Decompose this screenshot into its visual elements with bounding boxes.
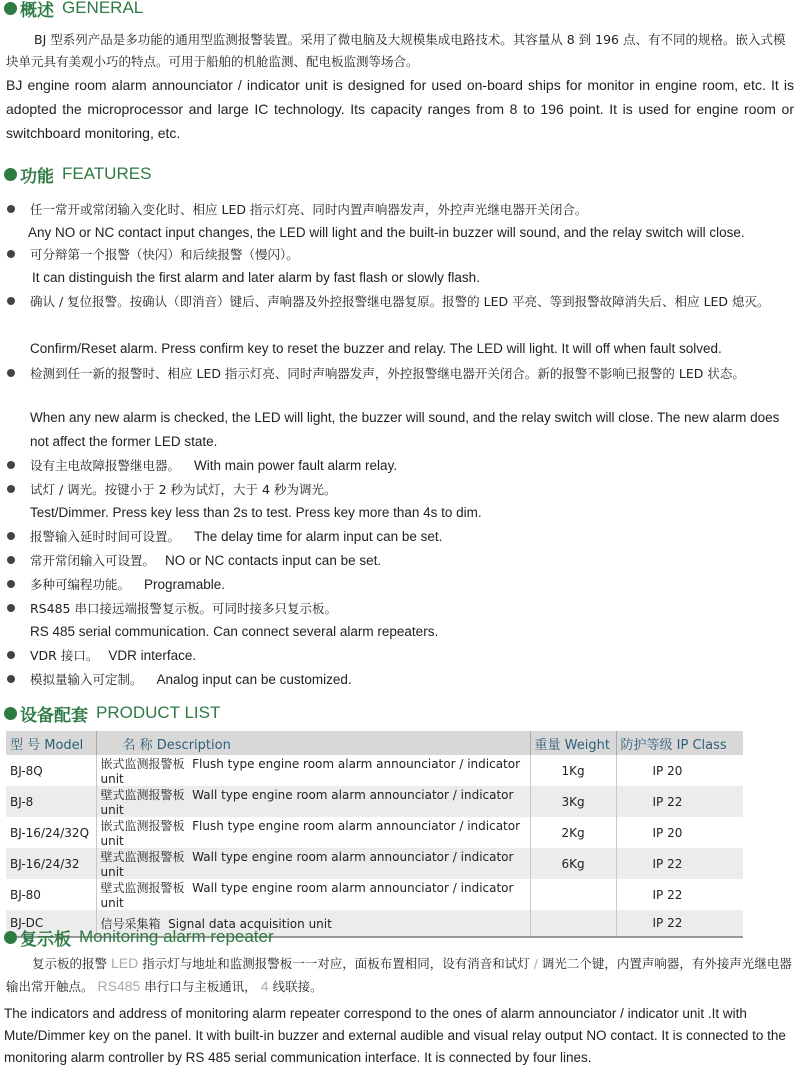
header-ip-class: 防护等级 IP Class [616, 731, 743, 755]
cell-model: BJ-8 [6, 786, 96, 817]
feature-cn: 确认 / 复位报警。按确认（即消音）键后、声响器及外控报警继电器复原。报警的 LED 平亮、等到报警故障消失后、相应 LED 熄灭。 [30, 294, 770, 309]
table-row [6, 848, 743, 879]
feature-item [30, 198, 790, 221]
cell-weight: 2Kg [530, 817, 616, 848]
bullet-dot-icon [4, 931, 17, 944]
general-paragraph-en: BJ engine room alarm announciator / indicator unit is designed for used on-board ships for monitor in engine room, etc. It is adopted the microprocessor and large IC technology. Its capacity ranges from 8 to 196 point. It is used for engine room or switchboard monitoring, etc. [6, 77, 794, 141]
repeater-led: LED [111, 955, 139, 971]
bullet-icon [7, 651, 15, 659]
feature-cn: 报警输入延时时间可设置。 [30, 529, 181, 544]
bullet-icon [7, 250, 15, 258]
desc-en: Wall type engine room alarm announciator / indicator unit [100, 788, 514, 817]
section-title-cn: 复示板 [20, 929, 71, 950]
feature-en: Test/Dimmer. Press key less than 2s to test. Press key more than 4s to dim. [30, 505, 482, 520]
feature-item [30, 362, 790, 385]
feature-en: VDR interface. [108, 648, 197, 663]
desc-cn: 壁式监测报警板 [100, 850, 185, 864]
feature-cn: 多种可编程功能。 [30, 577, 131, 592]
cell-description [96, 786, 530, 817]
feature-cn: 设有主电故障报警继电器。 [30, 458, 181, 473]
section-header-general [4, 0, 143, 20]
table-row [6, 879, 743, 910]
cell-weight: 6Kg [530, 848, 616, 879]
desc-cn: 嵌式监测报警板 [100, 757, 185, 771]
cell-weight [530, 910, 616, 937]
cell-description [96, 879, 530, 910]
table-row [6, 786, 743, 817]
feature-cn: VDR 接口。 [30, 648, 99, 663]
general-paragraph-cn: BJ 型系列产品是多功能的通用型监测报警装置。采用了微电脑及大规模集成电路技术。其容量从 8 到 196 点、有不同的规格。嵌入式模块单元具有美观小巧的特点。可用于船舶的机舱监测、配电板监测等场合。 [6, 32, 786, 69]
repeater-cn-4: 串行口与主板通讯， [144, 979, 257, 994]
desc-en: Flush type engine room alarm announciator / indicator unit [100, 819, 521, 848]
cell-model: BJ-16/24/32 [6, 848, 96, 879]
feature-en: Programable. [144, 577, 226, 592]
feature-cn: 任一常开或常闭输入变化时、相应 LED 指示灯亮、同时内置声响器发声，外控声光继电器开关闭合。 [30, 202, 588, 217]
feature-item [30, 525, 790, 548]
desc-cn: 信号采集箱 [100, 916, 161, 931]
feature-item [30, 290, 790, 313]
table-row [6, 755, 743, 786]
bullet-icon [7, 556, 15, 564]
section-header-features [4, 162, 151, 186]
feature-cn: 常开常闭输入可设置。 [30, 553, 156, 568]
product-table [6, 731, 743, 938]
feature-item [30, 573, 790, 596]
feature-item-en [28, 221, 790, 244]
cell-description [96, 848, 530, 879]
bullet-dot-icon [4, 2, 17, 15]
feature-item-en [30, 406, 790, 454]
table-row [6, 817, 743, 848]
feature-item-en [30, 337, 790, 360]
cell-model: BJ-8Q [6, 755, 96, 786]
section-title-en: GENERAL [62, 0, 144, 17]
repeater-rs485: RS485 [97, 978, 141, 994]
feature-en: NO or NC contacts input can be set. [165, 553, 382, 568]
repeater-paragraph-cn [6, 952, 794, 998]
desc-en: Flush type engine room alarm announciator / indicator unit [100, 757, 521, 786]
bullet-icon [7, 461, 15, 469]
feature-cn: 可分辩第一个报警（快闪）和后续报警（慢闪）。 [30, 247, 299, 262]
bullet-icon [7, 532, 15, 540]
desc-en: Signal data acquisition unit [168, 916, 332, 931]
repeater-paragraph-en: The indicators and address of monitoring alarm repeater correspond to the ones of alarm announciator / indicator unit .It with Mute/Dimmer key on the panel. It with built-in buzzer and external audible and visual relay output NO contact. It is connected to the monitoring alarm controller by RS 485 serial communication interface. It is connected by four lines. [4, 1006, 786, 1065]
feature-item-en [32, 266, 790, 289]
repeater-cn-5: 线联接。 [272, 979, 323, 994]
feature-en: Analog input can be customized. [156, 672, 352, 687]
bullet-icon [7, 604, 15, 612]
cell-description [96, 817, 530, 848]
feature-item [30, 243, 790, 266]
section-header-product-list [4, 701, 220, 725]
header-description: 名 称 Description [96, 731, 530, 755]
feature-en: Any NO or NC contact input changes, the LED will light and the built-in buzzer will sound, and the relay switch will close. [28, 225, 745, 240]
bullet-dot-icon [4, 168, 17, 181]
section-title-cn: 功能 [20, 166, 54, 187]
cell-model: BJ-16/24/32Q [6, 817, 96, 848]
feature-item [30, 644, 790, 667]
feature-item [30, 668, 790, 691]
feature-en: With main power fault alarm relay. [194, 458, 398, 473]
cell-model: BJ-DC [6, 910, 96, 937]
cell-ip: IP 20 [616, 817, 743, 848]
repeater-cn-3: 调光二个键，内置声响器，有外接声光继电器输出常开触点。 [6, 956, 792, 994]
bullet-icon [7, 369, 15, 377]
repeater-slash: / [533, 956, 538, 971]
feature-item [30, 597, 790, 620]
feature-cn: 试灯 / 调光。按键小于 2 秒为试灯，大于 4 秒为调光。 [30, 482, 337, 497]
feature-cn: 检测到任一新的报警时、相应 LED 指示灯亮、同时声响器发声，外控报警继电器开关闭合。新的报警不影响已报警的 LED 状态。 [30, 366, 745, 381]
desc-en: Wall type engine room alarm announciator / indicator unit [100, 881, 514, 910]
repeater-four: 4 [260, 978, 269, 994]
bullet-icon [7, 580, 15, 588]
bullet-icon [7, 675, 15, 683]
bullet-icon [7, 297, 15, 305]
feature-item [30, 478, 790, 501]
feature-item [30, 454, 790, 477]
repeater-cn-2: 指示灯与地址和监测报警板一一对应，面板布置相同，设有消音和试灯 [142, 956, 530, 971]
feature-item [30, 549, 790, 572]
section-title-cn: 设备配套 [20, 705, 88, 726]
cell-weight [530, 879, 616, 910]
bullet-icon [7, 485, 15, 493]
header-model: 型 号 Model [6, 731, 96, 755]
repeater-cn-1: 复示板的报警 [32, 956, 108, 971]
desc-cn: 壁式监测报警板 [100, 881, 185, 895]
feature-item-en [30, 501, 790, 524]
feature-cn: 模拟量输入可定制。 [30, 672, 143, 687]
feature-en: RS 485 serial communication. Can connect several alarm repeaters. [30, 624, 439, 639]
section-header-repeater [4, 925, 274, 949]
cell-ip: IP 22 [616, 910, 743, 937]
section-title-cn: 概述 [20, 0, 54, 21]
feature-item-en [30, 620, 790, 643]
desc-en: Wall type engine room alarm announciator / indicator unit [100, 850, 514, 879]
header-weight: 重量 Weight [530, 731, 616, 755]
cell-weight: 3Kg [530, 786, 616, 817]
section-title-en: PRODUCT LIST [96, 703, 221, 722]
cell-model: BJ-80 [6, 879, 96, 910]
cell-ip: IP 20 [616, 755, 743, 786]
feature-en: It can distinguish the first alarm and later alarm by fast flash or slowly flash. [32, 270, 480, 285]
desc-cn: 嵌式监测报警板 [100, 819, 185, 833]
section-title-en: FEATURES [62, 164, 152, 183]
cell-ip: IP 22 [616, 786, 743, 817]
feature-en: When any new alarm is checked, the LED will light, the buzzer will sound, and the relay switch will close. The new alarm does not affect the former LED state. [30, 410, 780, 449]
bullet-icon [7, 205, 15, 213]
table-header-row [6, 731, 743, 755]
feature-en: Confirm/Reset alarm. Press confirm key to reset the buzzer and relay. The LED will light. It will off when fault solved. [30, 341, 722, 356]
cell-description [96, 755, 530, 786]
feature-en: The delay time for alarm input can be set. [194, 529, 443, 544]
bullet-dot-icon [4, 707, 17, 720]
desc-cn: 壁式监测报警板 [100, 788, 185, 802]
section-title-en: Monitoring alarm repeater [79, 927, 274, 946]
cell-ip: IP 22 [616, 879, 743, 910]
cell-ip: IP 22 [616, 848, 743, 879]
cell-weight: 1Kg [530, 755, 616, 786]
feature-cn: RS485 串口接远端报警复示板。可同时接多只复示板。 [30, 601, 337, 616]
